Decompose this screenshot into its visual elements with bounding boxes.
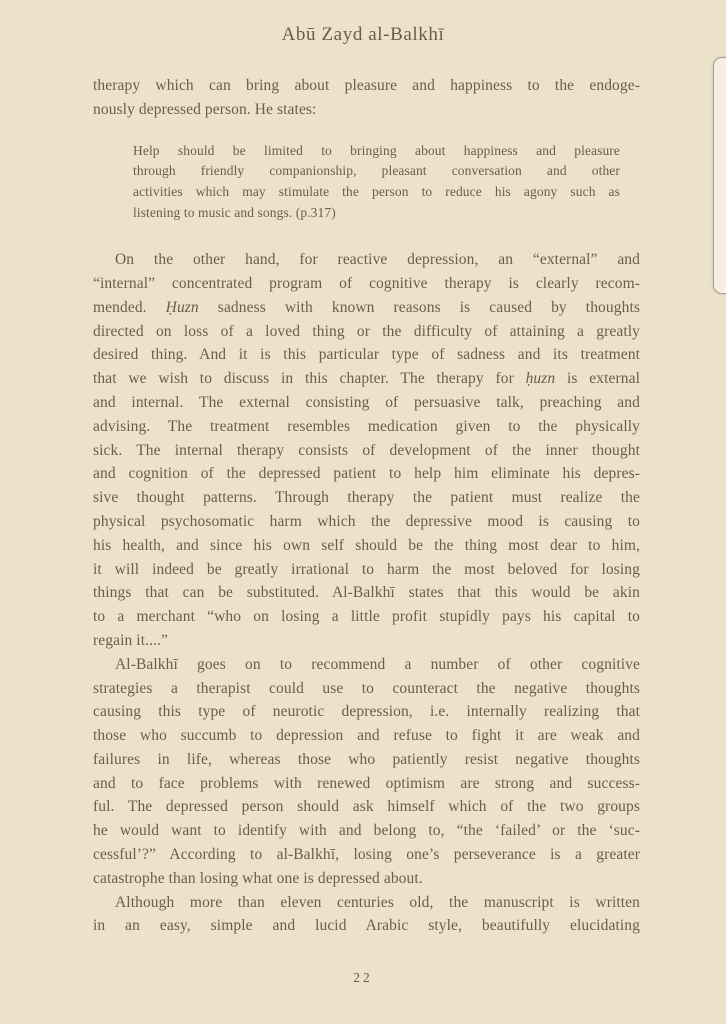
text-line: “internal” concentrated program of cognitive therapy is clearly recom-: [93, 274, 640, 292]
text-line: those who succumb to depression and refuse to fight it are weak and: [93, 727, 640, 745]
scrollbar-thumb[interactable]: [713, 57, 726, 294]
text-line: that we wish to discuss in this chapter. The therapy for ḥuzn is external: [93, 370, 640, 388]
text-line: strategies a therapist could use to counteract the negative thoughts: [93, 679, 640, 697]
text-line: failures in life, whereas those who patiently resist negative thoughts: [93, 750, 640, 768]
text-line: regain it....”: [93, 631, 168, 649]
paragraph-cognitive-strategies: [93, 653, 640, 891]
text-line: in an easy, simple and lucid Arabic style, beautifully elucidating: [93, 917, 640, 935]
text-line: and cognition of the depressed patient to help him eliminate his depres-: [93, 465, 640, 483]
paragraph-reactive-depression: [93, 248, 640, 653]
text-line: ful. The depressed person should ask himself which of the two groups: [93, 798, 640, 816]
text-line: Help should be limited to bringing about happiness and pleasure: [133, 142, 620, 158]
text-line: to a merchant “who on losing a little profit stupidly pays his capital to: [93, 608, 640, 626]
page-title: Abū Zayd al-Balkhī: [281, 24, 445, 45]
text-line: therapy which can bring about pleasure and happiness to the endoge-: [93, 77, 640, 94]
text-line: he would want to identify with and belong to, “the ‘failed’ or the ‘suc-: [93, 822, 640, 840]
text-line: desired thing. And it is this particular type of sadness and its treatment: [93, 346, 640, 364]
page-number: 22: [353, 970, 373, 985]
italic-term: ḥuzn: [525, 370, 556, 388]
text-line: activities which may stimulate the person to reduce his agony such as: [133, 184, 620, 200]
text-line: Although more than eleven centuries old, the manuscript is written: [115, 893, 640, 911]
text-line: listening to music and songs. (p.317): [133, 205, 336, 221]
text-line: causing this type of neurotic depression, i.e. internally realizing that: [93, 703, 640, 721]
text-line: On the other hand, for reactive depression, an “external” and: [115, 251, 640, 269]
text-line: advising. The treatment resembles medication given to the physically: [93, 417, 640, 435]
text-line: through friendly companionship, pleasant conversation and other: [133, 163, 620, 179]
text-line: nously depressed person. He states:: [93, 100, 317, 118]
text-line: his health, and since his own self should be the thing most dear to him,: [93, 536, 640, 554]
text-line: things that can be substituted. Al-Balkhī states that this would be akin: [93, 584, 640, 602]
text-line: mended. Ḥuzn sadness with known reasons is caused by thoughts: [93, 298, 640, 316]
text-line: Al-Balkhī goes on to recommend a number of other cognitive: [115, 655, 640, 673]
text-line: catastrophe than losing what one is depressed about.: [93, 869, 423, 887]
text-line: sive thought patterns. Through therapy the patient must realize the: [93, 489, 640, 507]
text-line: cessful’?” According to al-Balkhī, losing one’s perseverance is a greater: [93, 846, 640, 864]
text-column: [93, 74, 640, 938]
paragraph-manuscript: [93, 891, 640, 939]
text-line: and internal. The external consisting of persuasive talk, preaching and: [93, 393, 640, 411]
text-line: directed on loss of a loved thing or the difficulty of attaining a greatly: [93, 322, 640, 340]
block-quote: [133, 141, 620, 225]
text-line: and to face problems with renewed optimism are strong and success-: [93, 774, 640, 792]
italic-term: Ḥuzn: [165, 298, 199, 316]
text-line: physical psychosomatic harm which the depressive mood is causing to: [93, 512, 640, 530]
paragraph-continuation: [93, 74, 640, 122]
text-line: sick. The internal therapy consists of development of the inner thought: [93, 441, 640, 459]
text-line: it will indeed be greatly irrational to harm the most beloved for losing: [93, 560, 640, 578]
